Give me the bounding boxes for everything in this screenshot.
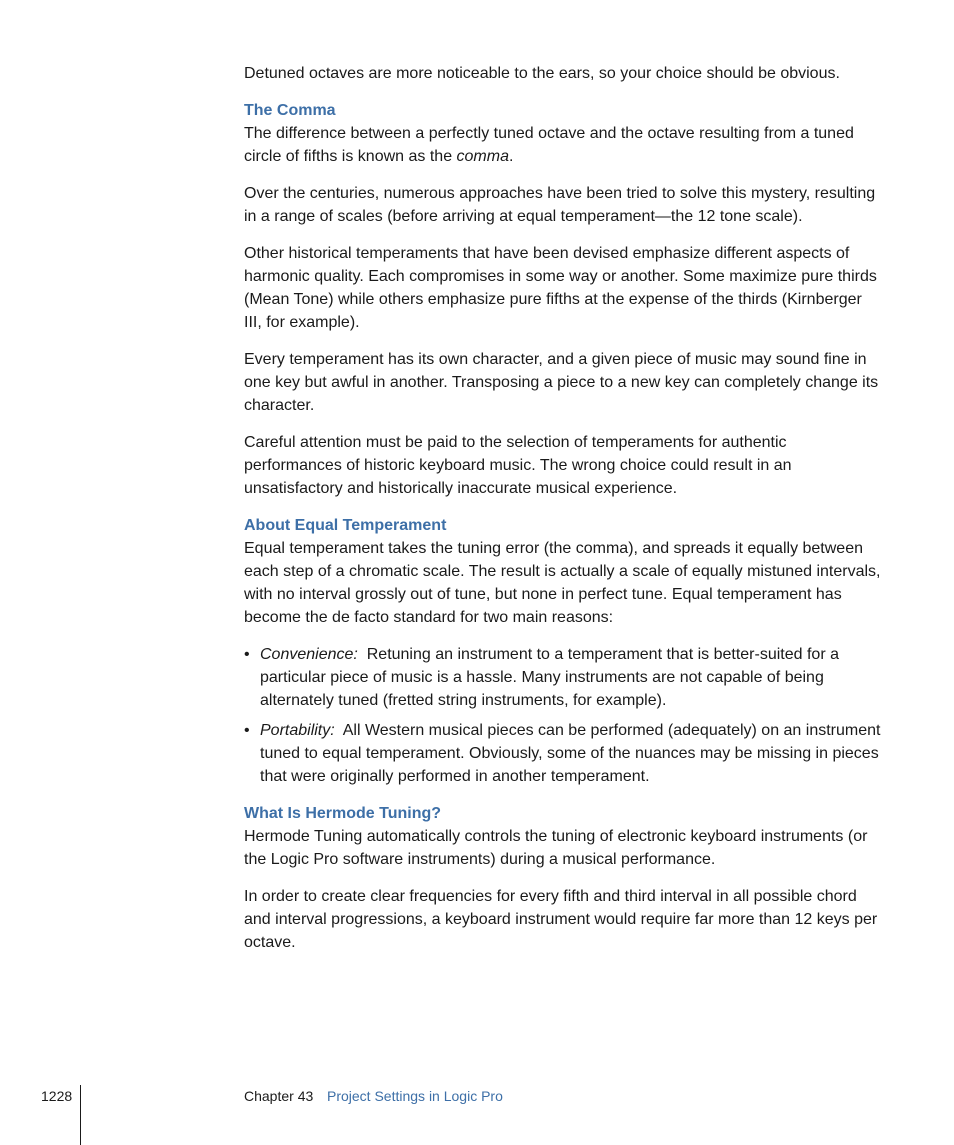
comma-paragraph-1 xyxy=(244,122,884,168)
page-body xyxy=(244,62,884,968)
page-number: 1228 xyxy=(41,1088,73,1104)
reasons-list xyxy=(244,643,884,788)
comma-paragraph-4: Every temperament has its own character, and a given piece of music may sound fine in one key but awful in another. Transposing a piece to a new key can completely change its character. xyxy=(244,351,879,414)
footer-divider xyxy=(80,1085,81,1145)
bullet-icon: • xyxy=(244,646,250,663)
comma-paragraph-2: Over the centuries, numerous approaches have been tried to solve this mystery, resulting in a range of scales (before arriving at equal temperament—the 12 tone scale). xyxy=(244,185,876,225)
comma-p1-end: . xyxy=(508,148,514,165)
list-item-text: All Western musical pieces can be performed (adequately) on an instrument tuned to equal temperament. Obviously, some of the nuances may be missing in pieces that were originally performed in another temperament. xyxy=(260,722,881,785)
list-item-term: Convenience: xyxy=(260,646,358,663)
comma-term: comma xyxy=(456,148,509,165)
comma-p1-text: The difference between a perfectly tuned octave and the octave resulting from a tuned circle of fifths is known as the xyxy=(244,125,854,165)
equal-temperament-paragraph: Equal temperament takes the tuning error (the comma), and spreads it equally between each step of a chromatic scale. The result is actually a scale of equally mistuned intervals, with no interval grossly out of tune, but none in perfect tune. Equal temperament has become the de facto standard for two main reasons: xyxy=(244,540,881,626)
bullet-icon: • xyxy=(244,722,250,739)
intro-paragraph: Detuned octaves are more noticeable to the ears, so your choice should be obvious. xyxy=(244,65,840,82)
hermode-paragraph-2: In order to create clear frequencies for every fifth and third interval in all possible chord and interval progressions, a keyboard instrument would require far more than 12 keys per octave. xyxy=(244,888,878,951)
comma-paragraph-5: Careful attention must be paid to the selection of temperaments for authentic performances of historic keyboard music. The wrong choice could result in an unsatisfactory and historically inaccurate musical experience. xyxy=(244,434,792,497)
list-item xyxy=(244,643,884,712)
comma-heading: The Comma xyxy=(244,102,336,119)
list-item-text: Retuning an instrument to a temperament that is better-suited for a particular piece of music is a hassle. Many instruments are not capable of being alternately tuned (fretted string instruments, for example). xyxy=(260,646,839,709)
hermode-heading: What Is Hermode Tuning? xyxy=(244,805,442,822)
chapter-title: Project Settings in Logic Pro xyxy=(327,1088,503,1104)
chapter-label: Chapter 43 xyxy=(244,1088,314,1104)
equal-temperament-heading: About Equal Temperament xyxy=(244,517,447,534)
hermode-paragraph-1: Hermode Tuning automatically controls the tuning of electronic keyboard instruments (or the Logic Pro software instruments) during a musical performance. xyxy=(244,828,868,868)
list-item xyxy=(244,719,884,788)
list-item-term: Portability: xyxy=(260,722,335,739)
comma-paragraph-3: Other historical temperaments that have been devised emphasize different aspects of harmonic quality. Each compromises in some way or another. Some maximize pure thirds (Mean Tone) while others emphasize pure fifths at the expense of the thirds (Kirnberger III, for example). xyxy=(244,245,877,331)
